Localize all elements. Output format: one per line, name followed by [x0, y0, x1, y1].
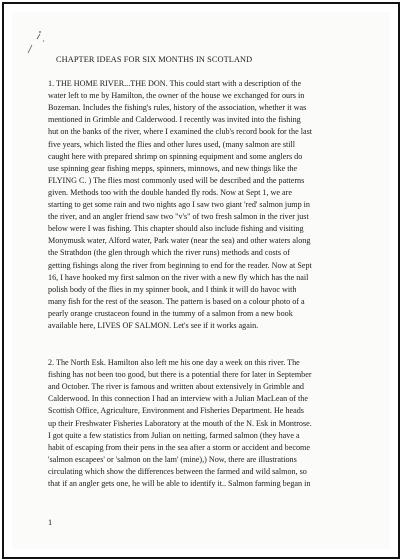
paragraph-line: the Strathdon (the glen through which the river runs) methods and costs of	[48, 248, 290, 258]
paragraph-line: Monymusk water, Alford water, Park water (near the sea) and other waters along	[48, 236, 311, 246]
section-home-river	[48, 78, 368, 332]
section-gap	[48, 332, 368, 357]
paragraph-line: 1. THE HOME RIVER...THE DON. This could start with a description of the	[48, 79, 302, 89]
paragraph-line: caught here with prepared shrimp on spinning equipment and some anglers do	[48, 151, 303, 161]
paragraph-line: habit of escaping from their pens in the sea after a storm or accident and become	[48, 442, 310, 452]
paragraph-line: use spinning gear fishing mepps, spinners, minnows, and new things like the	[48, 163, 298, 173]
document-body	[48, 54, 368, 490]
paragraph-line: pearly orange crustaceon found in the tummy of a salmon from a new book	[48, 308, 293, 318]
paragraph-line: Calderwood. In this connection I had an interview with a Julian MacLean of the	[48, 394, 308, 404]
paragraph-line: starting to get some rain and two nights ago I saw two giant 'red' salmon jump in	[48, 200, 310, 210]
chapter-heading: CHAPTER IDEAS FOR SIX MONTHS IN SCOTLAND	[56, 55, 253, 64]
paragraph-line: I got quite a few statistics from Julian on netting, farmed salmon (they have a	[48, 430, 300, 440]
paragraph-line: 'salmon escapees' or 'salmon on the lam' (mine),) Now, there are illustrations	[48, 454, 297, 464]
paragraph-line: water left to me by Hamilton, the owner of the house we exchanged for ours in	[48, 91, 305, 101]
paragraph-line: given. Methods too with the double handed fly rods. Now at Sept 1, we are	[48, 187, 292, 197]
paragraph-line: that if an angler gets one, he will be able to identify it.. Salmon farming began in	[48, 479, 311, 488]
paragraph-line: five years, which listed the flies and other lures used, (many salmon are still	[48, 139, 296, 149]
paragraph-line: circulating which show the differences between the farmed and wild salmon, so	[48, 466, 307, 476]
paragraph-line: 16, I have hooked my first salmon on the river with a new fly which has the nail	[48, 272, 309, 282]
paragraph-line: hut on the banks of the river, where I examined the club's record book for the last	[48, 127, 312, 137]
paragraph-line: Scottish Office, Agriculture, Environment and Fisheries Department. He heads	[48, 406, 304, 416]
page-number: 1	[48, 518, 53, 527]
paragraph-line: fishing has not been too good, but there is a potential there for later in September	[48, 370, 312, 380]
paragraph-line: the river, and an angler friend saw two "v's" of two fresh salmon in the river just	[48, 212, 309, 222]
paragraph-line: 2. The North Esk. Hamilton also left me his one day a week on this river. The	[48, 358, 300, 368]
pencil-marks	[25, 27, 47, 57]
paragraph-line: many fish for the rest of the season. The pattern is based on a colour photo of a	[48, 296, 305, 306]
paragraph-line: below were I was fishing. This chapter should also include fishing and visiting	[48, 224, 304, 234]
paragraph-line: getting fishings along the river from beginning to end for the reader. Now at Sept	[48, 260, 312, 270]
paragraph-line: up their Freshwater Fisheries Laboratory at the mouth of the N. Esk in Montrose.	[48, 418, 312, 428]
paragraph-line: FLYING C. ) The flies most commonly used will be described and the patterns	[48, 175, 305, 185]
paragraph-line: polish body of the flies in my spinner book, and I think it will do havoc with	[48, 284, 297, 294]
section-north-esk	[48, 357, 368, 490]
paragraph-line: and October. The river is famous and written about extensively in Grimble and	[48, 382, 304, 392]
paragraph-line: mentioned in Grimble and Calderwood. I recently was invited into the fishing	[48, 115, 301, 125]
paragraph-line: available here, LIVES OF SALMON. Let's see if it works again.	[48, 320, 259, 330]
paragraph-line: Bozeman. Includes the fishing's rules, history of the association, whether it was	[48, 103, 307, 113]
